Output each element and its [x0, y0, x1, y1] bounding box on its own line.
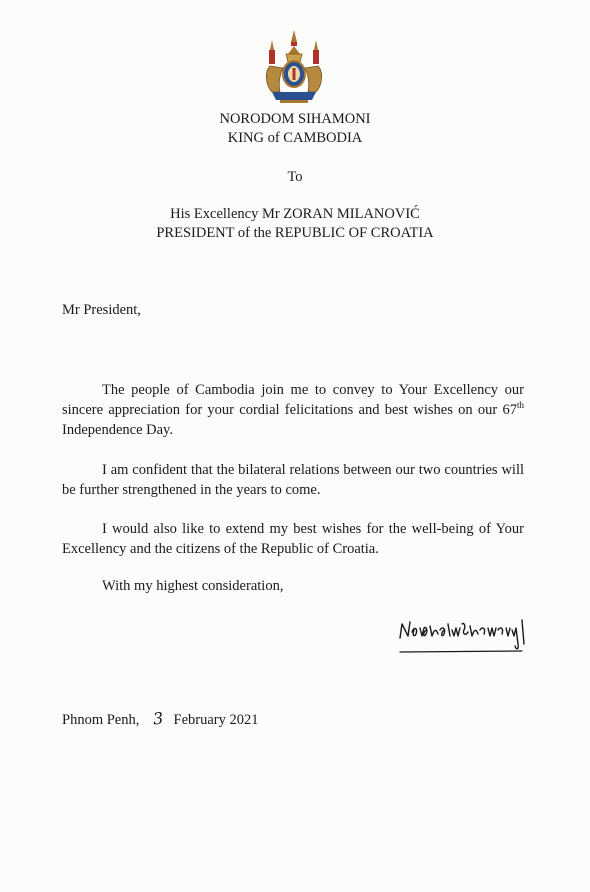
closing-line: With my highest consideration, [102, 578, 284, 594]
salutation: Mr President, [62, 302, 141, 318]
date-month-year: February 2021 [173, 712, 259, 728]
royal-crest-icon [258, 28, 330, 104]
paragraph-appreciation-text: The people of Cambodia join me to convey to Your Excellency our sincere appreciation for your cordial felicitations and best wishes on our 67 [62, 382, 524, 418]
place-name: Phnom Penh, [62, 712, 140, 728]
handwritten-day: 3 [152, 708, 165, 729]
sender-name: NORODOM SIHAMONI [219, 111, 371, 127]
sender-block [0, 110, 590, 148]
recipient-title: PRESIDENT of the REPUBLIC OF CROATIA [156, 225, 434, 241]
to-label: To [287, 169, 303, 185]
ordinal-suffix: th [516, 400, 524, 411]
sender-title: KING of CAMBODIA [227, 130, 363, 146]
paragraph-appreciation [62, 380, 524, 440]
signature-mark [396, 614, 538, 656]
paragraph-appreciation-end: Independence Day. [62, 422, 173, 438]
recipient-name: His Excellency Mr ZORAN MILANOVIĆ [170, 206, 420, 222]
place-and-date [62, 709, 259, 729]
paragraph-relations: I am confident that the bilateral relations between our two countries will be further strengthened in the years to come. [62, 462, 524, 498]
recipient-block [0, 205, 590, 243]
paragraph-wishes: I would also like to extend my best wishes for the well-being of Your Excellency and the citizens of the Republic of Croatia. [62, 521, 524, 557]
